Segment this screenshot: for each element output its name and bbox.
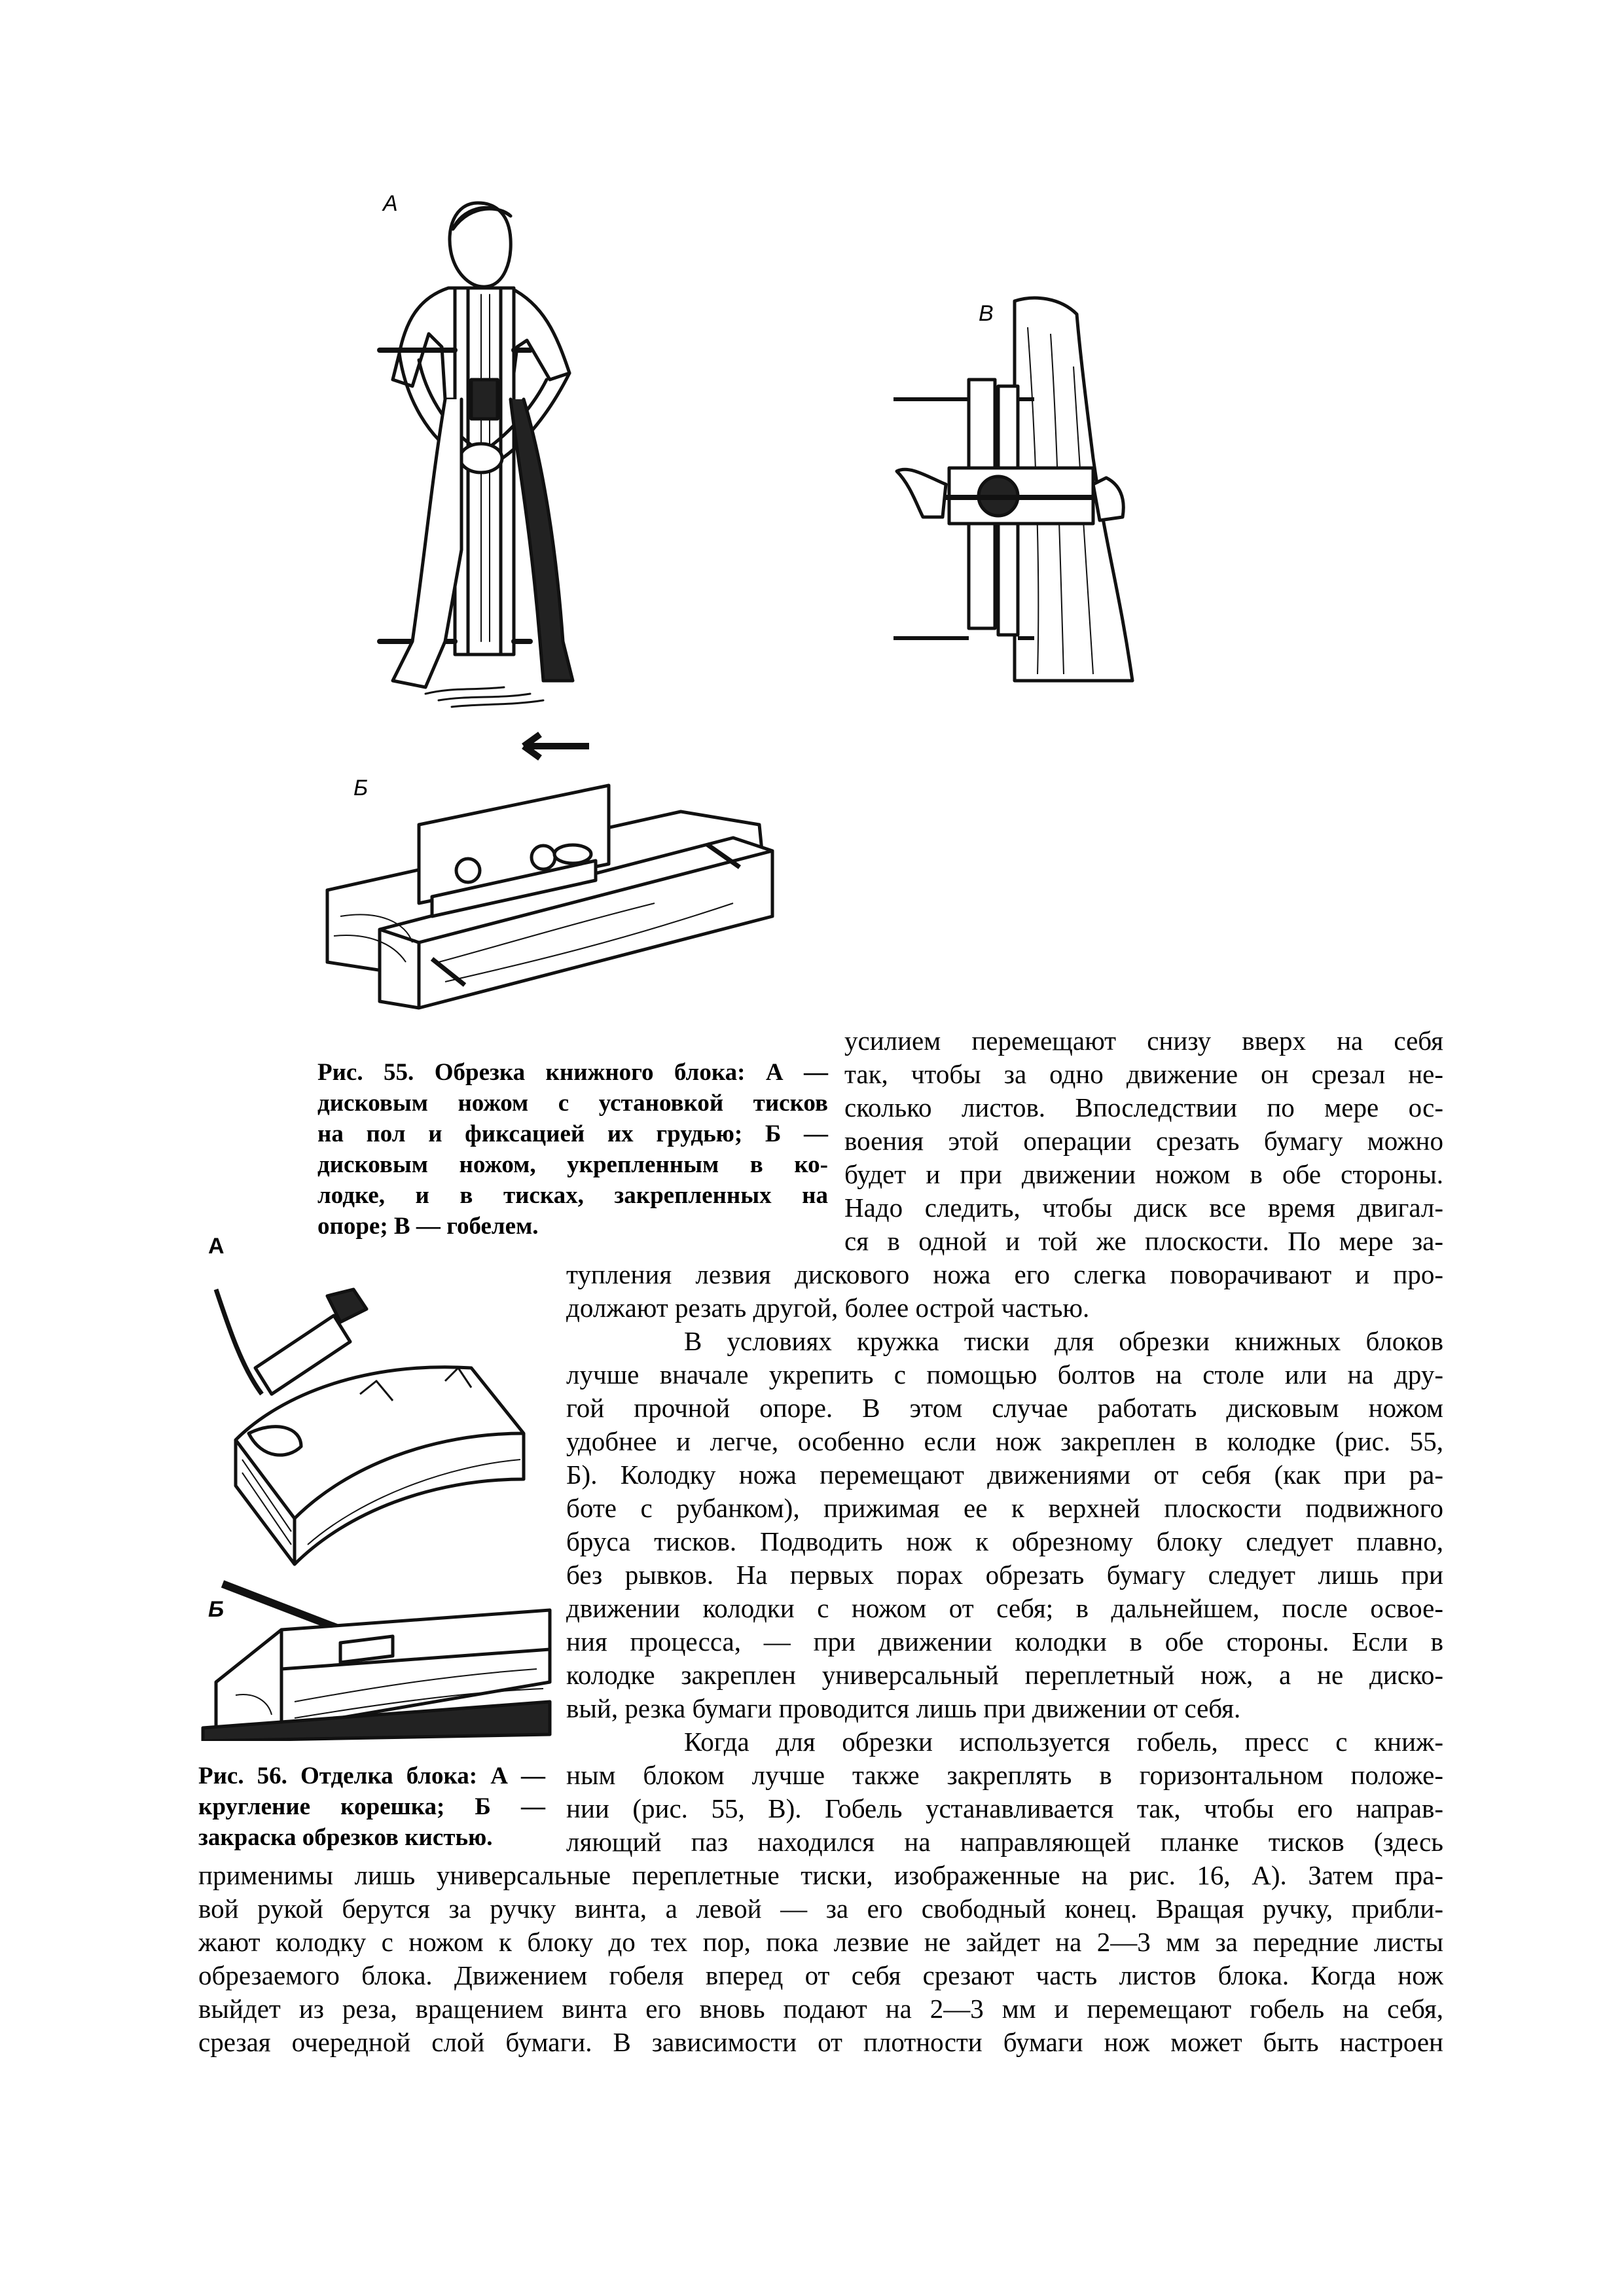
text-line: В условиях кружка тиски для обрезки книжных блоков bbox=[684, 1326, 1443, 1356]
caption-line: Рис. 56. Отделка блока: А — bbox=[198, 1763, 545, 1789]
figure-55-label-b: Б bbox=[353, 776, 369, 800]
text-line: будет и при движении ножом в обе стороны. bbox=[844, 1159, 1443, 1189]
figure-55-label-a: А bbox=[383, 191, 398, 216]
caption-line: опоре; В — гобелем. bbox=[317, 1213, 539, 1240]
text-line: срезая очередной слой бумаги. В зависимости от плотности бумаги нож может быть настроен bbox=[198, 2027, 1443, 2057]
text-line: усилием перемещают снизу вверх на себя bbox=[844, 1026, 1443, 1056]
text-line: Надо следить, чтобы диск все время двигал- bbox=[844, 1193, 1443, 1223]
caption-line: закраска обрезков кистью. bbox=[198, 1824, 493, 1851]
text-line: воения этой операции срезать бумагу можно bbox=[844, 1126, 1443, 1156]
figure-56-label-a: А bbox=[208, 1234, 225, 1259]
text-line: выйдет из реза, вращением винта его вновь подают на 2—3 мм и перемещают гобель на себя, bbox=[198, 1994, 1443, 2024]
text-line: обрезаемого блока. Движением гобеля вперед от себя срезают часть листов блока. Когда нож bbox=[198, 1960, 1443, 1990]
text-line: вый, резка бумаги проводится лишь при движении от себя. bbox=[566, 1693, 1241, 1723]
caption-line: на пол и фиксацией их грудью; Б — bbox=[317, 1121, 828, 1147]
text-line: ляющий паз находился на направляющей планке тисков (здесь bbox=[566, 1827, 1443, 1857]
caption-line: дисковым ножом, укрепленным в ко- bbox=[317, 1151, 828, 1178]
text-line: ным блоком лучше также закреплять в горизонтальном положе- bbox=[566, 1760, 1443, 1790]
text-line: так, чтобы за одно движение он срезал не- bbox=[844, 1059, 1443, 1089]
text-line: Б). Колодку ножа перемещают движениями от себя (как при ра- bbox=[566, 1460, 1443, 1490]
text-line: должают резать другой, более острой частью. bbox=[566, 1293, 1090, 1323]
text-line: применимы лишь универсальные переплетные тиски, изображенные на рис. 16, А). Затем пра- bbox=[198, 1860, 1443, 1890]
text-line: ния процесса, — при движении колодки в обе стороны. Если в bbox=[566, 1626, 1443, 1657]
text-line: боте с рубанком), прижимая ее к верхней плоскости подвижного bbox=[566, 1493, 1443, 1523]
figure-56-a-illustration bbox=[196, 1270, 550, 1577]
figure-55-a-illustration bbox=[314, 183, 641, 713]
text-line: движении колодки с ножом от себя; в дальнейшем, после освое- bbox=[566, 1593, 1443, 1623]
text-line: колодке закреплен универсальный переплетный нож, а не диско- bbox=[566, 1660, 1443, 1690]
text-line: ся в одной и той же плоскости. По мере за- bbox=[844, 1226, 1443, 1256]
text-line: лучше вначале укрепить с помощью болтов на столе или на дру- bbox=[566, 1359, 1443, 1390]
text-line: жают колодку с ножом к блоку до тех пор, пока лезвие не зайдет на 2—3 мм за передние листы bbox=[198, 1927, 1443, 1957]
figure-56-b-illustration bbox=[196, 1571, 563, 1741]
caption-line: дисковым ножом с установкой тисков bbox=[317, 1090, 828, 1117]
text-line: Когда для обрезки используется гобель, пресс с книж- bbox=[684, 1727, 1443, 1757]
figure-55-v-illustration bbox=[884, 288, 1178, 707]
text-line: нии (рис. 55, В). Гобель устанавливается так, чтобы его направ- bbox=[566, 1793, 1443, 1823]
figure-55-caption bbox=[317, 1057, 828, 1242]
text-line: тупления лезвия дискового ножа его слегка поворачивают и про- bbox=[566, 1259, 1443, 1289]
figure-56-label-b: Б bbox=[208, 1597, 225, 1622]
figure-55-label-v: В bbox=[979, 301, 994, 326]
text-line: без рывков. На первых порах обрезать бумагу следует лишь при bbox=[566, 1560, 1443, 1590]
text-column-right bbox=[844, 1024, 1443, 1258]
caption-line: лодке, и в тисках, закрепленных на bbox=[317, 1182, 828, 1209]
text-line: вой рукой берутся за ручку винта, а левой — за его свободный конец. Вращая ручку, прибли- bbox=[198, 1893, 1443, 1924]
text-line: бруса тисков. Подводить нож к обрезному блоку следует плавно, bbox=[566, 1526, 1443, 1556]
text-column-middle bbox=[566, 1258, 1443, 1859]
text-line: сколько листов. Впоследствии по мере ос- bbox=[844, 1092, 1443, 1122]
figure-56-caption bbox=[198, 1761, 545, 1853]
figure-55-b-illustration bbox=[314, 726, 792, 1014]
text-line: удобнее и легче, особенно если нож закреплен в колодке (рис. 55, bbox=[566, 1426, 1443, 1456]
text-column-full bbox=[198, 1859, 1443, 2059]
caption-line: кругление корешка; Б — bbox=[198, 1793, 545, 1820]
text-line: гой прочной опоре. В этом случае работать дисковым ножом bbox=[566, 1393, 1443, 1423]
caption-line: Рис. 55. Обрезка книжного блока: А — bbox=[317, 1059, 828, 1086]
